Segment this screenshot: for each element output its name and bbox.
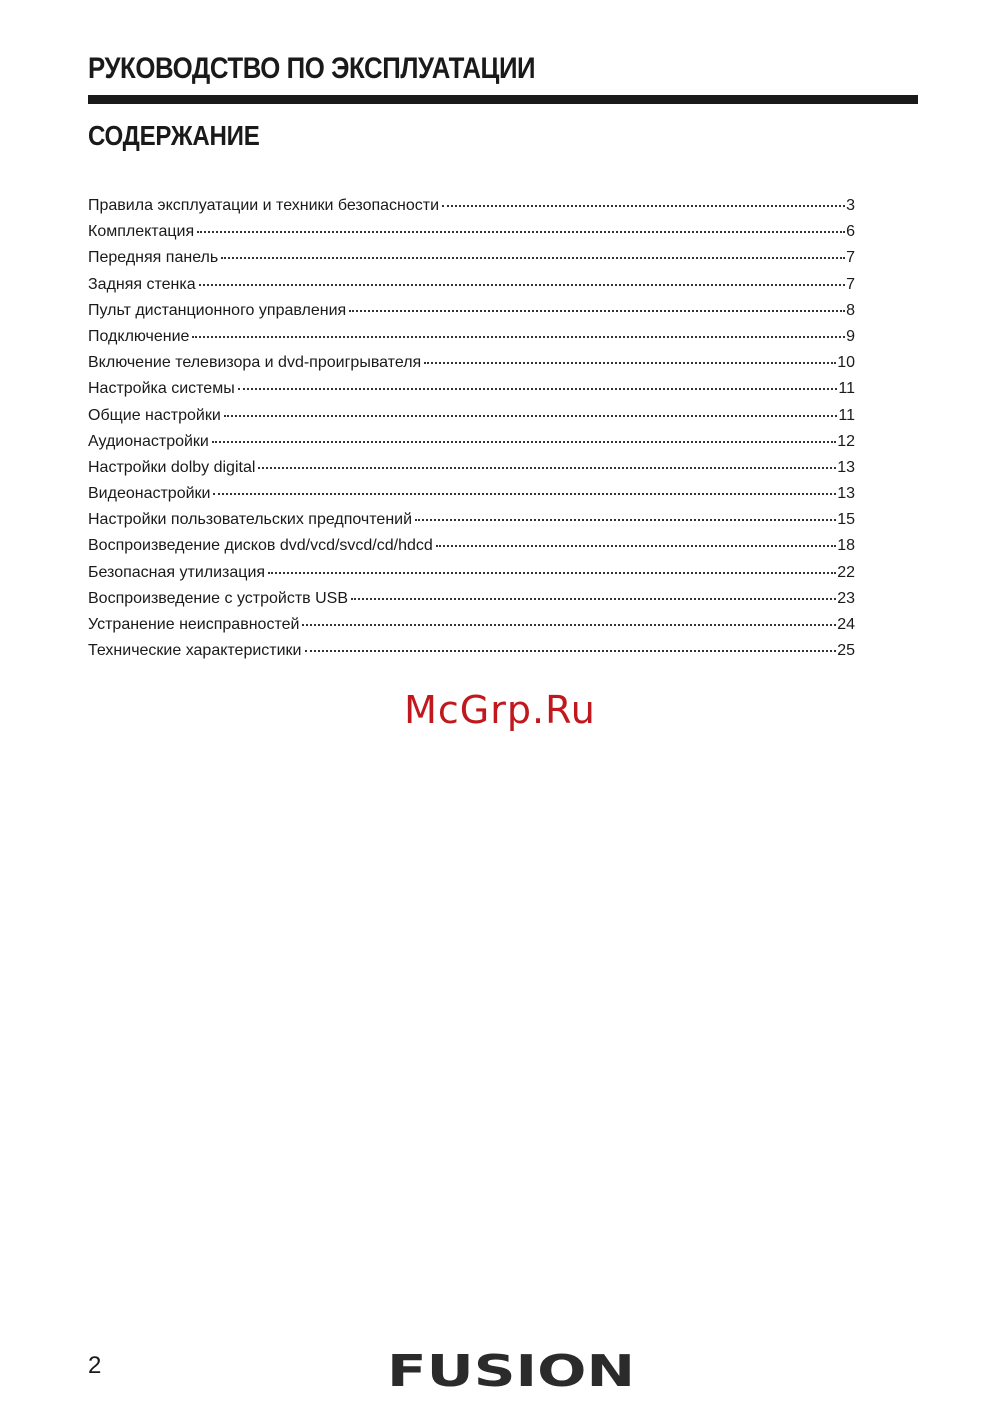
toc-leader-dots <box>351 584 836 600</box>
toc-entry-label: Настройки dolby digital <box>88 458 256 476</box>
toc-leader-dots <box>442 191 845 207</box>
toc-entry-page: 3 <box>846 197 855 214</box>
toc-entry-label: Воспроизведение с устройств USB <box>88 589 349 607</box>
toc-leader-dots <box>258 453 836 469</box>
toc-entry-label: Включение телевизора и dvd-проигрывателя <box>88 354 422 372</box>
brand-logo <box>386 1352 636 1390</box>
toc-entry-page: 11 <box>838 380 855 398</box>
toc-entry-label: Задняя стенка <box>88 275 196 293</box>
toc-leader-dots <box>436 531 836 547</box>
toc-leader-dots <box>305 636 837 652</box>
toc-entry-page: 6 <box>846 223 855 241</box>
toc-entry-page: 25 <box>837 642 855 660</box>
toc-entry-page: 15 <box>837 511 855 529</box>
toc-leader-dots <box>424 348 836 364</box>
toc-leader-dots <box>192 322 845 338</box>
toc-entry-label: Комплектация <box>88 223 195 241</box>
toc-entry-page: 12 <box>837 432 855 450</box>
toc-leader-dots <box>199 270 845 286</box>
toc-entry-label: Безопасная утилизация <box>88 563 266 581</box>
toc-entry-label: Передняя панель <box>88 249 219 267</box>
toc-entry-label: Общие настройки <box>88 406 221 424</box>
toc-entry-page: 24 <box>837 616 855 633</box>
toc-entry-page: 18 <box>837 537 855 555</box>
toc-entry-page: 22 <box>837 563 855 581</box>
title-divider <box>88 95 918 104</box>
toc-entry-page: 11 <box>838 406 855 424</box>
toc-entry-label: Устранение неисправностей <box>88 616 300 633</box>
toc-leader-dots <box>212 427 836 443</box>
toc-entry-page: 8 <box>846 301 855 319</box>
toc-leader-dots <box>221 243 845 259</box>
toc-leader-dots <box>238 374 838 390</box>
toc-entry-label: Пульт дистанционного управления <box>88 301 347 319</box>
document-title: РУКОВОДСТВО ПО ЭКСПЛУАТАЦИИ <box>88 52 536 85</box>
toc-entry-label: Подключение <box>88 327 190 345</box>
toc-leader-dots <box>415 505 836 521</box>
toc-leader-dots <box>213 479 836 495</box>
toc-entry-page: 7 <box>846 249 855 267</box>
table-of-contents <box>88 194 855 665</box>
toc-entry-page: 13 <box>837 485 855 503</box>
toc-leader-dots <box>197 217 845 233</box>
toc-entry-label: Настройка системы <box>88 380 235 398</box>
page-number: 2 <box>88 1352 102 1379</box>
toc-entry-label: Воспроизведение дисков dvd/vcd/svcd/cd/hdcd <box>88 537 433 555</box>
toc-entry-page: 9 <box>846 327 855 345</box>
toc-leader-dots <box>349 296 845 312</box>
toc-entry-label: Настройки пользовательских предпочтений <box>88 511 413 529</box>
toc-entry-page: 23 <box>837 589 855 607</box>
toc-entry-page: 7 <box>846 275 855 293</box>
toc-entry-label: Правила эксплуатации и техники безопасности <box>88 197 440 214</box>
watermark: McGrp.Ru <box>404 688 596 732</box>
toc-entry-label: Видеонастройки <box>88 485 211 503</box>
toc-entry-page: 10 <box>837 354 855 372</box>
toc-leader-dots <box>224 401 838 417</box>
brand-logo-text: FUSION <box>387 1352 635 1390</box>
toc-leader-dots <box>268 558 836 574</box>
toc-entry-page: 13 <box>837 458 855 476</box>
toc-entry-label: Технические характеристики <box>88 642 302 660</box>
toc-entry-label: Аудионастройки <box>88 432 209 450</box>
toc-entry <box>88 639 855 665</box>
toc-leader-dots <box>302 610 836 626</box>
section-title: СОДЕРЖАНИЕ <box>88 120 260 151</box>
